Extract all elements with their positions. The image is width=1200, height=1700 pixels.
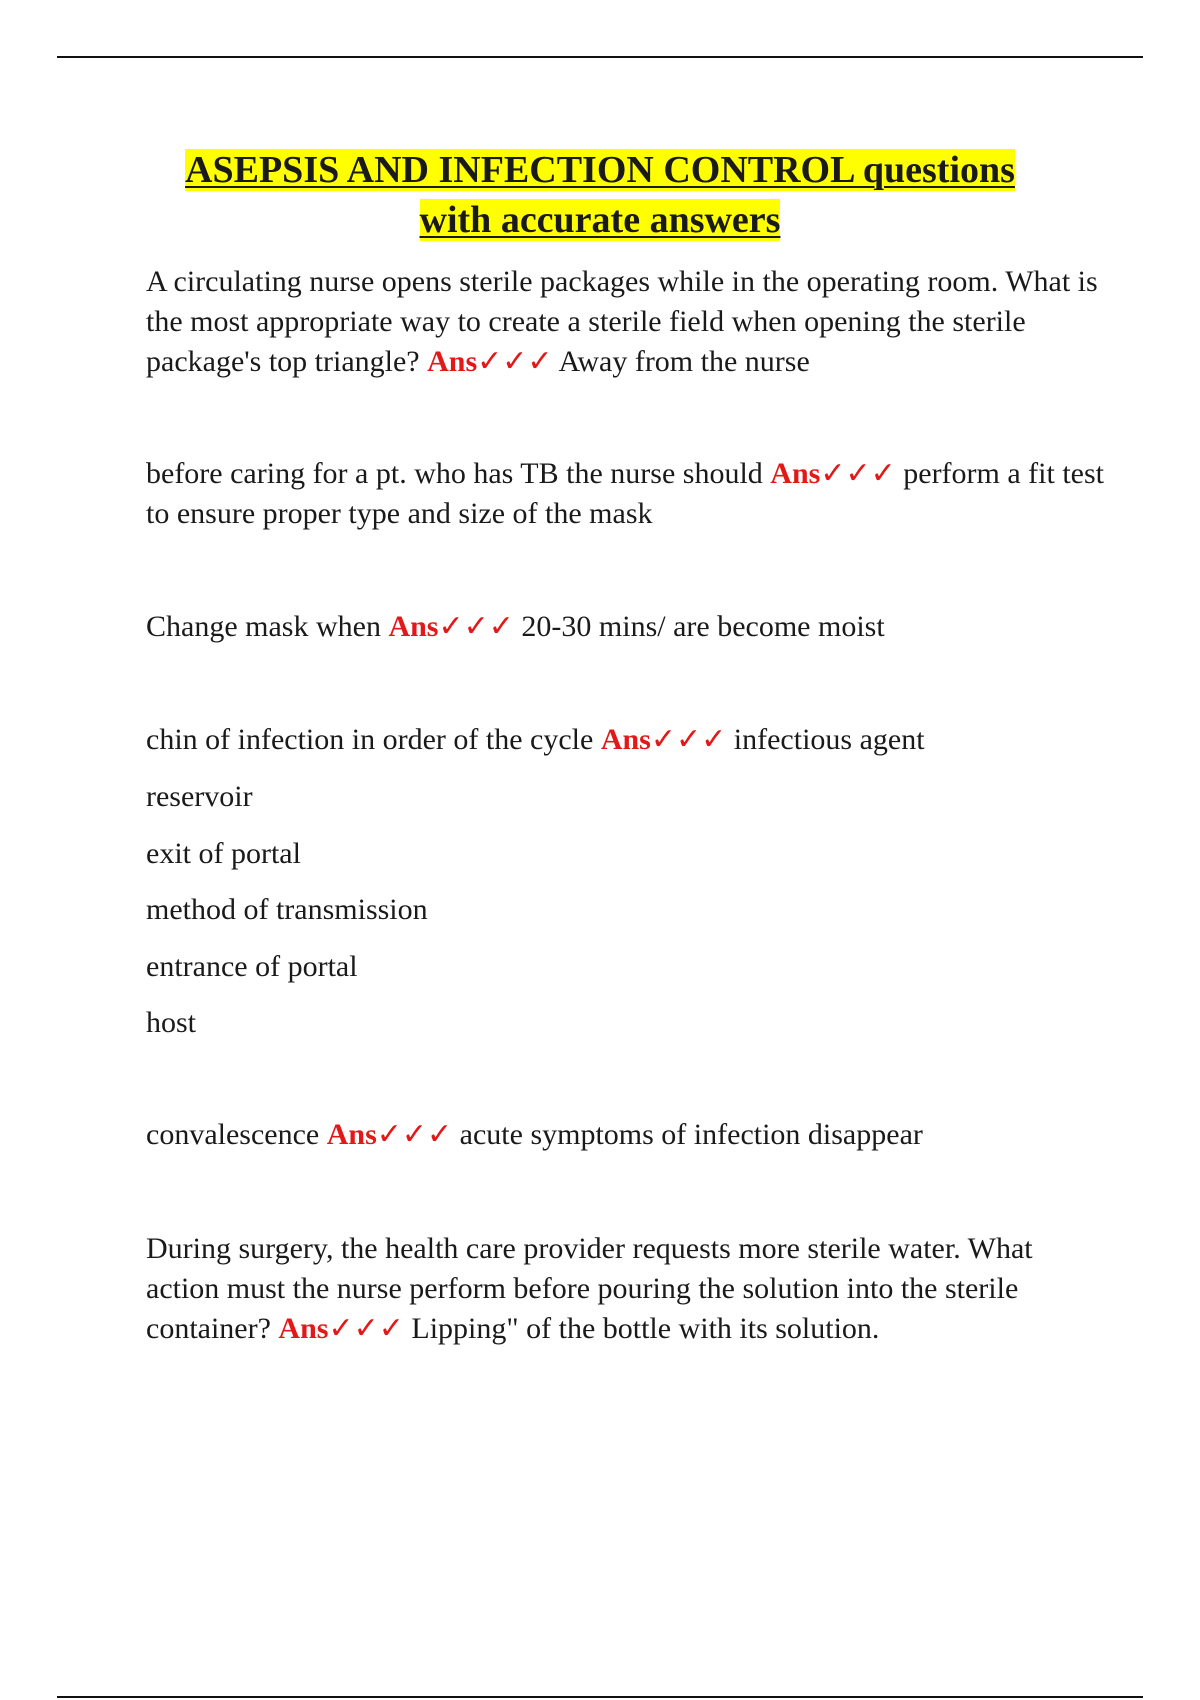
qa-entry <box>146 607 1106 647</box>
list-item: reservoir <box>146 780 253 813</box>
question-text: before caring for a pt. who has TB the nurse should <box>146 457 763 490</box>
qa-entry <box>146 454 1106 534</box>
answer-text: Lipping" of the bottle with its solution. <box>411 1312 880 1345</box>
answer-marker: Ans <box>427 345 478 378</box>
question-text: convalescence <box>146 1118 320 1151</box>
answer-check-icons: ✓✓✓ <box>438 610 514 643</box>
answer-check-icons: ✓✓✓ <box>328 1312 404 1345</box>
list-item: exit of portal <box>146 837 301 870</box>
question-text: During surgery, the health care provider requests more sterile water. What action must the nurse perform before pouring the solution into the sterile container? <box>146 1232 1033 1345</box>
qa-entry <box>146 262 1106 382</box>
question-text: chin of infection in order of the cycle <box>146 723 594 756</box>
question-text: A circulating nurse opens sterile packages while in the operating room. What is the most appropriate way to create a sterile field when opening the sterile package's top triangle? <box>146 265 1098 378</box>
answer-check-icons: ✓✓✓ <box>477 345 553 378</box>
question-text: Change mask when <box>146 610 381 643</box>
answer-check-icons: ✓✓✓ <box>820 457 896 490</box>
answer-marker: Ans <box>326 1118 377 1151</box>
title-line-1: ASEPSIS AND INFECTION CONTROL questions <box>185 149 1015 191</box>
list-item: entrance of portal <box>146 950 358 983</box>
document-title <box>100 145 1100 245</box>
footer-rule <box>57 1696 1143 1698</box>
qa-entry <box>146 1115 1106 1155</box>
answer-marker: Ans <box>770 457 821 490</box>
qa-entry <box>146 1229 1106 1349</box>
answer-text: Away from the nurse <box>558 345 810 378</box>
answer-check-icons: ✓✓✓ <box>650 723 727 756</box>
answer-check-icons: ✓✓✓ <box>376 1118 453 1151</box>
list-item: host <box>146 1006 197 1039</box>
answer-text: infectious agent <box>733 723 925 756</box>
header-rule <box>57 56 1143 58</box>
answer-marker: Ans <box>278 1312 329 1345</box>
answer-text: 20-30 mins/ are become moist <box>521 610 885 643</box>
list-item: method of transmission <box>146 893 428 926</box>
qa-entry <box>146 720 1106 760</box>
answer-marker: Ans <box>388 610 439 643</box>
answer-text: perform a fit test to ensure proper type and size of the mask <box>146 457 1105 530</box>
title-line-2: with accurate answers <box>419 199 781 241</box>
answer-text: acute symptoms of infection disappear <box>459 1118 923 1151</box>
answer-marker: Ans <box>600 723 651 756</box>
